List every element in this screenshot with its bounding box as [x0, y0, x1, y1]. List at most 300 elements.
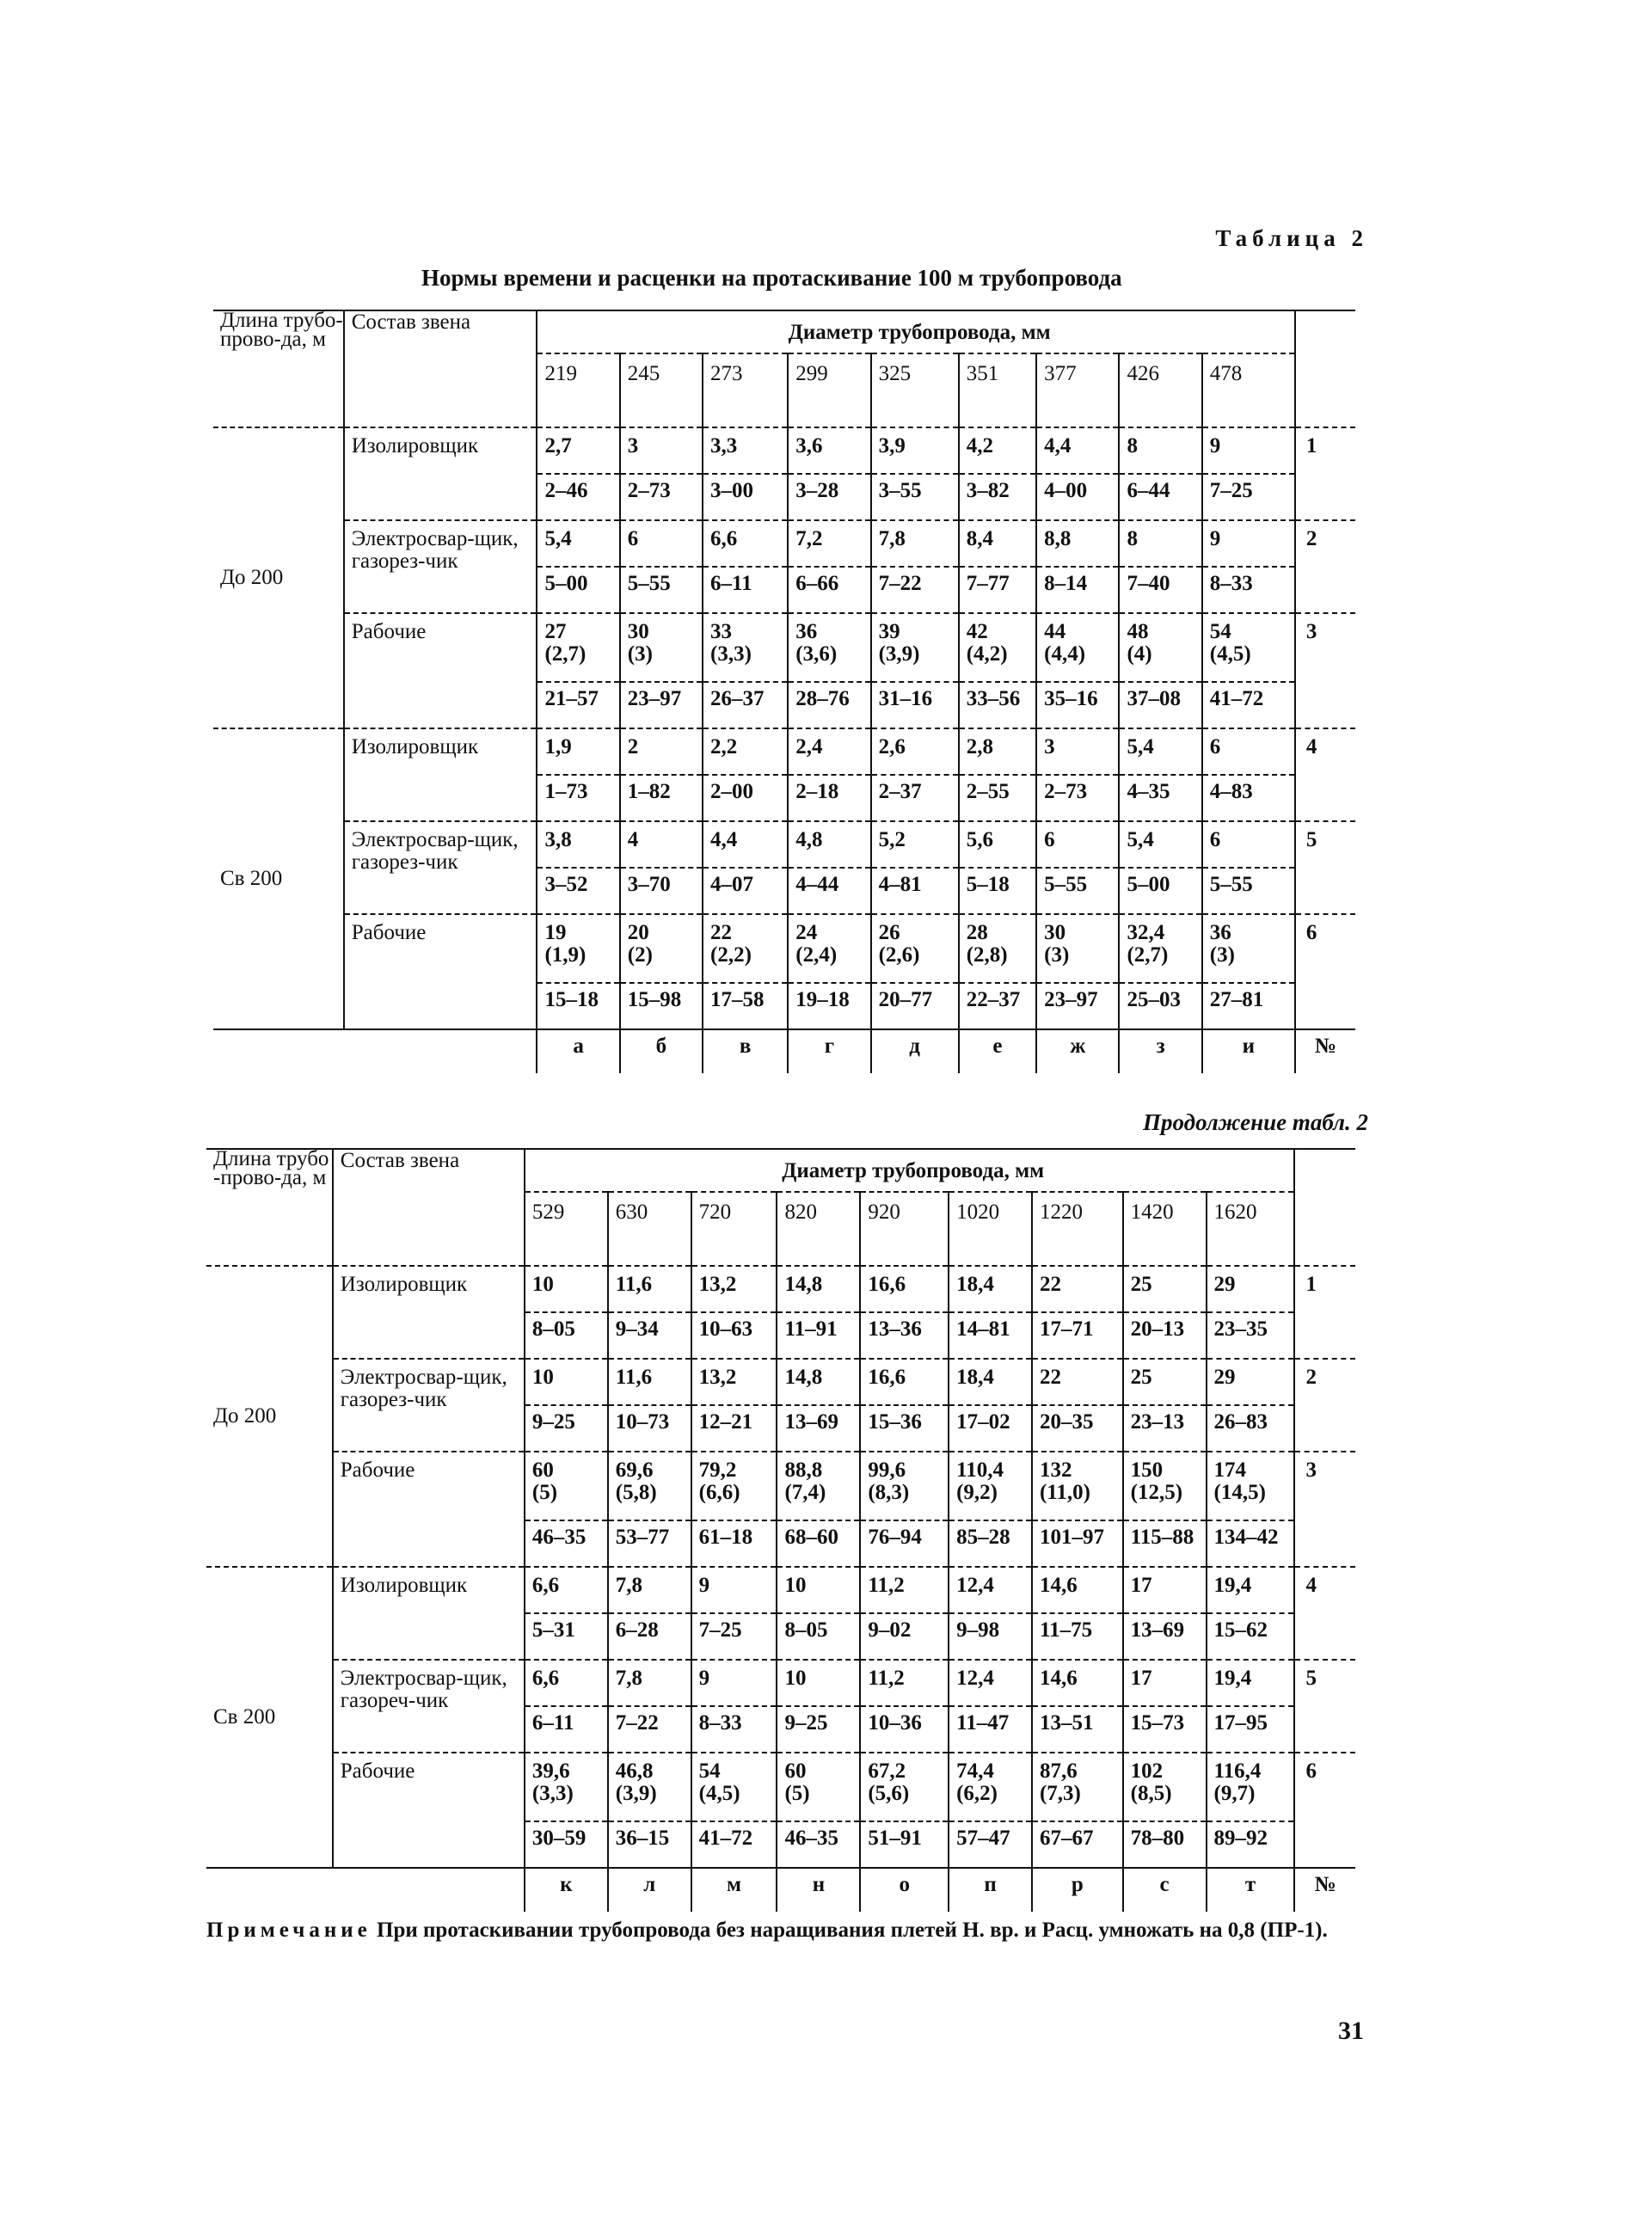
norm-main: 17 [1130, 1574, 1152, 1597]
norm-main: 69,6 [615, 1458, 654, 1482]
norm-row [213, 427, 1355, 474]
rate-value: 6–11 [703, 567, 788, 613]
rate-value: 3–55 [871, 474, 959, 520]
rate-value: 23–35 [1207, 1312, 1295, 1359]
norm-main: 16,6 [868, 1273, 906, 1296]
norm-value [949, 1266, 1032, 1312]
rate-value: 101–97 [1032, 1520, 1123, 1567]
norm-main: 11,6 [615, 1366, 653, 1389]
norm-value [1119, 821, 1201, 868]
norm-row [206, 1266, 1355, 1312]
norm-value [1036, 613, 1119, 682]
rate-value: 12–21 [691, 1405, 777, 1452]
norm-value [777, 1753, 860, 1821]
norm-main: 29 [1213, 1273, 1236, 1296]
row-number: 4 [1294, 1567, 1355, 1660]
diameter-245: 245 [620, 353, 703, 427]
rate-value: 41–72 [691, 1821, 777, 1868]
norm-main: 28 [966, 921, 988, 944]
norm-row [213, 520, 1355, 567]
crew-name: Изолировщик [344, 728, 537, 821]
rate-value: 25–03 [1119, 983, 1201, 1029]
diameter-273: 273 [703, 353, 788, 427]
norm-main: 9 [1209, 434, 1221, 457]
note-text: При протаскивании трубопровода без наращивания плетей Н. вр. и Расц. умножать на 0,8 (ПР-1). [377, 1919, 1328, 1942]
norm-main: 12,4 [956, 1574, 994, 1597]
rate-value: 27–81 [1202, 983, 1295, 1029]
norm-row [213, 728, 1355, 775]
norm-main: 2,2 [710, 735, 738, 758]
norm-main: 36 [795, 620, 818, 643]
rate-value: 10–73 [608, 1405, 691, 1452]
norm-value [871, 520, 959, 567]
column-letter: л [608, 1868, 691, 1912]
norm-value [1202, 520, 1295, 567]
norm-value [525, 1266, 608, 1312]
rate-value: 6–28 [608, 1613, 691, 1660]
rate-value: 10–63 [691, 1312, 777, 1359]
continuation-label: Продолжение табл. 2 [1143, 1109, 1368, 1135]
norm-main: 18,4 [956, 1273, 994, 1296]
norm-value [525, 1753, 608, 1821]
norm-main: 10 [531, 1273, 554, 1296]
norm-value [608, 1266, 691, 1312]
norm-sub: (2) [627, 943, 653, 967]
norm-main: 8,4 [966, 527, 993, 550]
norm-main: 5,2 [878, 828, 906, 851]
row-number: 2 [1294, 1359, 1355, 1452]
norm-main: 5,4 [544, 527, 572, 550]
norm-sub: (14,5) [1213, 1481, 1266, 1504]
letters-empty-crew [344, 1029, 537, 1073]
row-number: 5 [1294, 1660, 1355, 1753]
rate-value: 4–83 [1202, 775, 1295, 821]
diameter-720: 720 [691, 1192, 777, 1266]
norm-main: 54 [698, 1759, 721, 1783]
norm-main: 54 [1209, 620, 1231, 643]
norm-value [1119, 914, 1201, 983]
norm-main: 3,9 [878, 434, 906, 457]
norm-value [703, 728, 788, 775]
norm-main: 3 [1044, 735, 1055, 758]
norm-row [206, 1753, 1355, 1821]
rate-value: 8–14 [1036, 567, 1119, 613]
norm-sub: (9,7) [1213, 1782, 1256, 1805]
rate-value: 53–77 [608, 1520, 691, 1567]
crew-name: Изолировщик [333, 1266, 525, 1359]
column-letter: з [1119, 1029, 1201, 1073]
norm-main: 7,2 [795, 527, 823, 550]
norm-main: 116,4 [1213, 1759, 1262, 1783]
rate-value: 3–70 [620, 868, 703, 914]
norm-value [620, 821, 703, 868]
norm-main: 18,4 [956, 1366, 994, 1389]
length-group: До 200 [213, 427, 344, 728]
rate-value: 85–28 [949, 1520, 1032, 1567]
rate-value: 37–08 [1119, 682, 1201, 728]
norm-value [959, 728, 1036, 775]
norm-main: 14,6 [1039, 1574, 1078, 1597]
column-letter: д [871, 1029, 959, 1073]
rate-value: 26–37 [703, 682, 788, 728]
rate-value: 15–36 [860, 1405, 949, 1452]
norm-value [703, 613, 788, 682]
norm-row [213, 914, 1355, 983]
rate-value: 41–72 [1202, 682, 1295, 728]
norm-sub: (12,5) [1130, 1481, 1183, 1504]
rate-value: 36–15 [608, 1821, 691, 1868]
norm-value [703, 821, 788, 868]
table-label: Таблица 2 [1215, 225, 1368, 251]
number-label: № [1294, 1868, 1355, 1912]
rate-value: 7–22 [608, 1706, 691, 1753]
norm-main: 22 [1039, 1366, 1061, 1389]
norm-main: 4 [627, 828, 639, 851]
norm-main: 11,6 [615, 1273, 653, 1296]
norm-sub: (8,3) [868, 1481, 910, 1504]
norm-value [1123, 1753, 1207, 1821]
diameter-351: 351 [959, 353, 1036, 427]
norm-value [691, 1660, 777, 1706]
norm-main: 5,4 [1127, 735, 1154, 758]
norm-sub: (6,6) [698, 1481, 740, 1504]
rate-value: 2–37 [871, 775, 959, 821]
norm-value [525, 1359, 608, 1405]
rate-value: 8–33 [1202, 567, 1295, 613]
norm-main: 39,6 [531, 1759, 570, 1783]
rate-value: 21–57 [537, 682, 619, 728]
norm-main: 17 [1130, 1667, 1152, 1690]
diameter-820: 820 [777, 1192, 860, 1266]
column-letter: р [1032, 1868, 1123, 1912]
rate-value: 35–16 [1036, 682, 1119, 728]
norm-value [1036, 914, 1119, 983]
diameter-529: 529 [525, 1192, 608, 1266]
norms-table-2 [206, 1148, 1355, 1912]
crew-name: Рабочие [344, 914, 537, 1029]
rate-value: 7–40 [1119, 567, 1201, 613]
norm-value [860, 1359, 949, 1405]
rate-value: 2–55 [959, 775, 1036, 821]
norm-value [959, 613, 1036, 682]
norm-main: 42 [966, 620, 988, 643]
rate-value: 9–34 [608, 1312, 691, 1359]
header-length: Длина трубо-прово-да, м [213, 310, 344, 427]
rate-value: 5–00 [537, 567, 619, 613]
rate-value: 4–35 [1119, 775, 1201, 821]
norm-value [620, 613, 703, 682]
norm-main: 32,4 [1127, 921, 1165, 944]
header-length: Длина трубо-прово-да, м [206, 1149, 333, 1266]
rate-value: 19–18 [788, 983, 870, 1029]
rate-value: 1–82 [620, 775, 703, 821]
crew-name: Изолировщик [333, 1567, 525, 1660]
rate-value: 7–25 [1202, 474, 1295, 520]
norm-value [959, 914, 1036, 983]
norm-value [788, 914, 870, 983]
norms-table-1 [213, 310, 1355, 1073]
rate-value: 22–37 [959, 983, 1036, 1029]
norm-main: 25 [1130, 1273, 1152, 1296]
norm-sub: (3,9) [878, 642, 920, 666]
letters-empty-length [213, 1029, 344, 1073]
norm-value [1032, 1359, 1123, 1405]
column-letter: ж [1036, 1029, 1119, 1073]
norm-value [959, 427, 1036, 474]
rate-value: 23–97 [1036, 983, 1119, 1029]
rate-value: 7–77 [959, 567, 1036, 613]
row-number: 3 [1294, 1452, 1355, 1567]
norm-main: 10 [784, 1574, 807, 1597]
rate-value: 26–83 [1207, 1405, 1295, 1452]
norm-main: 2,6 [878, 735, 906, 758]
norm-main: 24 [795, 921, 818, 944]
norm-main: 3 [627, 434, 639, 457]
norm-sub: (3,3) [710, 642, 752, 666]
column-letter: а [537, 1029, 619, 1073]
norm-main: 6 [1044, 828, 1055, 851]
row-number: 6 [1295, 914, 1355, 1029]
column-letter: н [777, 1868, 860, 1912]
norm-sub: (5) [531, 1481, 558, 1504]
norm-sub: (4,5) [698, 1782, 740, 1805]
norm-row [213, 821, 1355, 868]
rate-value: 1–73 [537, 775, 619, 821]
norm-main: 30 [1044, 921, 1066, 944]
norm-main: 11,2 [868, 1574, 905, 1597]
norm-value [537, 520, 619, 567]
norm-value [1202, 728, 1295, 775]
norm-value [871, 427, 959, 474]
norm-main: 9 [698, 1574, 710, 1597]
diameter-920: 920 [860, 1192, 949, 1266]
rate-value: 76–94 [860, 1520, 949, 1567]
length-group: Св 200 [206, 1567, 333, 1868]
norm-value [703, 427, 788, 474]
norm-value [1202, 821, 1295, 868]
row-number: 3 [1295, 613, 1355, 728]
rate-value: 5–55 [620, 567, 703, 613]
norm-main: 7,8 [615, 1574, 643, 1597]
norm-sub: (3) [1044, 943, 1070, 967]
norm-value [959, 520, 1036, 567]
crew-name: Рабочие [333, 1753, 525, 1868]
norm-main: 36 [1209, 921, 1231, 944]
norm-value [1119, 613, 1201, 682]
column-letter: г [788, 1029, 870, 1073]
norm-value [1036, 728, 1119, 775]
norm-value [777, 1452, 860, 1520]
norm-main: 5,6 [966, 828, 993, 851]
letters-empty-length [206, 1868, 333, 1912]
norm-value [1123, 1567, 1207, 1613]
norm-value [959, 821, 1036, 868]
norm-main: 74,4 [956, 1759, 994, 1783]
diameter-1620: 1620 [1207, 1192, 1295, 1266]
norm-row [206, 1359, 1355, 1405]
norm-main: 9 [1209, 527, 1221, 550]
norm-sub: (9,2) [956, 1481, 998, 1504]
norm-value [691, 1266, 777, 1312]
rate-value: 3–82 [959, 474, 1036, 520]
norm-main: 132 [1039, 1458, 1072, 1482]
norm-value [1123, 1452, 1207, 1520]
norm-row [206, 1567, 1355, 1613]
norm-value [949, 1567, 1032, 1613]
norm-value [1202, 914, 1295, 983]
norm-value [620, 427, 703, 474]
rate-value: 9–25 [777, 1706, 860, 1753]
rate-value: 9–25 [525, 1405, 608, 1452]
norm-sub: (2,4) [795, 943, 838, 967]
norm-value [620, 520, 703, 567]
rate-value: 20–35 [1032, 1405, 1123, 1452]
norm-main: 4,4 [710, 828, 738, 851]
norm-main: 22 [1039, 1273, 1061, 1296]
diameter-1220: 1220 [1032, 1192, 1123, 1266]
norm-main: 20 [627, 921, 649, 944]
norm-main: 6,6 [710, 527, 738, 550]
norm-main: 3,6 [795, 434, 823, 457]
norm-main: 174 [1213, 1458, 1247, 1482]
norm-main: 33 [710, 620, 733, 643]
header-diameter: Диаметр трубопровода, мм [525, 1149, 1295, 1192]
norm-value [1207, 1660, 1295, 1706]
diameter-325: 325 [871, 353, 959, 427]
norm-value [608, 1567, 691, 1613]
rate-value: 7–22 [871, 567, 959, 613]
norm-sub: (5,6) [868, 1782, 910, 1805]
rate-value: 5–18 [959, 868, 1036, 914]
norm-sub: (2,2) [710, 943, 752, 967]
norm-main: 4,2 [966, 434, 993, 457]
norm-main: 14,8 [784, 1273, 823, 1296]
norm-main: 29 [1213, 1366, 1236, 1389]
norm-main: 44 [1044, 620, 1066, 643]
norm-main: 6 [627, 527, 639, 550]
rate-value: 28–76 [788, 682, 870, 728]
rate-value: 11–47 [949, 1706, 1032, 1753]
norm-main: 16,6 [868, 1366, 906, 1389]
norm-value [1207, 1359, 1295, 1405]
norm-main: 39 [878, 620, 900, 643]
norm-sub: (4) [1127, 642, 1152, 666]
norm-main: 2 [627, 735, 639, 758]
norm-sub: (3) [1209, 943, 1235, 967]
norm-value [949, 1452, 1032, 1520]
rate-value: 15–62 [1207, 1613, 1295, 1660]
rate-value: 4–00 [1036, 474, 1119, 520]
norm-value [860, 1452, 949, 1520]
norm-value [788, 728, 870, 775]
norm-value [1036, 427, 1119, 474]
rate-value: 6–44 [1119, 474, 1201, 520]
norm-value [703, 914, 788, 983]
norm-value [788, 427, 870, 474]
rate-value: 78–80 [1123, 1821, 1207, 1868]
norm-main: 26 [878, 921, 900, 944]
norm-main: 13,2 [698, 1273, 737, 1296]
norm-main: 1,9 [544, 735, 572, 758]
rate-value: 15–18 [537, 983, 619, 1029]
row-number: 1 [1295, 427, 1355, 520]
norm-main: 14,8 [784, 1366, 823, 1389]
column-letter: е [959, 1029, 1036, 1073]
norm-main: 88,8 [784, 1458, 823, 1482]
rate-value: 68–60 [777, 1520, 860, 1567]
norm-main: 27 [544, 620, 567, 643]
norm-main: 67,2 [868, 1759, 906, 1783]
norm-value [871, 613, 959, 682]
norm-value [525, 1660, 608, 1706]
diameter-377: 377 [1036, 353, 1119, 427]
column-letter: б [620, 1029, 703, 1073]
norm-value [860, 1753, 949, 1821]
rate-value: 23–97 [620, 682, 703, 728]
norm-main: 4,8 [795, 828, 823, 851]
norm-main: 19 [544, 921, 567, 944]
rate-value: 7–25 [691, 1613, 777, 1660]
number-label: № [1295, 1029, 1355, 1073]
column-letter: с [1123, 1868, 1207, 1912]
norm-row [206, 1660, 1355, 1706]
rate-value: 4–81 [871, 868, 959, 914]
norm-sub: (3) [627, 642, 653, 666]
norm-sub: (5,8) [615, 1481, 657, 1504]
column-letter: к [525, 1868, 608, 1912]
diameter-1020: 1020 [949, 1192, 1032, 1266]
crew-name: Рабочие [333, 1452, 525, 1567]
norm-sub: (3,9) [615, 1782, 657, 1805]
row-number: 5 [1295, 821, 1355, 914]
norm-main: 25 [1130, 1366, 1152, 1389]
rate-value: 115–88 [1123, 1520, 1207, 1567]
norm-sub: (2,6) [878, 943, 920, 967]
rate-value: 3–52 [537, 868, 619, 914]
norm-value [620, 728, 703, 775]
header-number-col [1295, 310, 1355, 427]
norm-main: 9 [698, 1667, 710, 1690]
column-letters-row [213, 1029, 1355, 1073]
crew-name: Электросвар-щик, газореч-чик [333, 1660, 525, 1753]
norm-main: 110,4 [956, 1458, 1004, 1482]
norm-value [777, 1567, 860, 1613]
norm-value [860, 1567, 949, 1613]
rate-value: 17–95 [1207, 1706, 1295, 1753]
norm-value [1032, 1266, 1123, 1312]
norm-main: 79,2 [698, 1458, 737, 1482]
norm-value [537, 914, 619, 983]
norm-main: 3,8 [544, 828, 572, 851]
norm-row [213, 613, 1355, 682]
rate-value: 20–13 [1123, 1312, 1207, 1359]
rate-value: 2–18 [788, 775, 870, 821]
rate-value: 13–51 [1032, 1706, 1123, 1753]
note-label: Примечание [206, 1919, 372, 1942]
norm-main: 3,3 [710, 434, 738, 457]
norm-value [1036, 520, 1119, 567]
table-note [206, 1918, 1342, 1943]
norm-main: 5,4 [1127, 828, 1154, 851]
rate-value: 17–02 [949, 1405, 1032, 1452]
rate-value: 2–00 [703, 775, 788, 821]
norm-main: 99,6 [868, 1458, 906, 1482]
norm-value [525, 1452, 608, 1520]
row-number: 2 [1295, 520, 1355, 613]
norm-value [691, 1359, 777, 1405]
norm-sub: (2,8) [966, 943, 1008, 967]
length-group: Св 200 [213, 728, 344, 1029]
